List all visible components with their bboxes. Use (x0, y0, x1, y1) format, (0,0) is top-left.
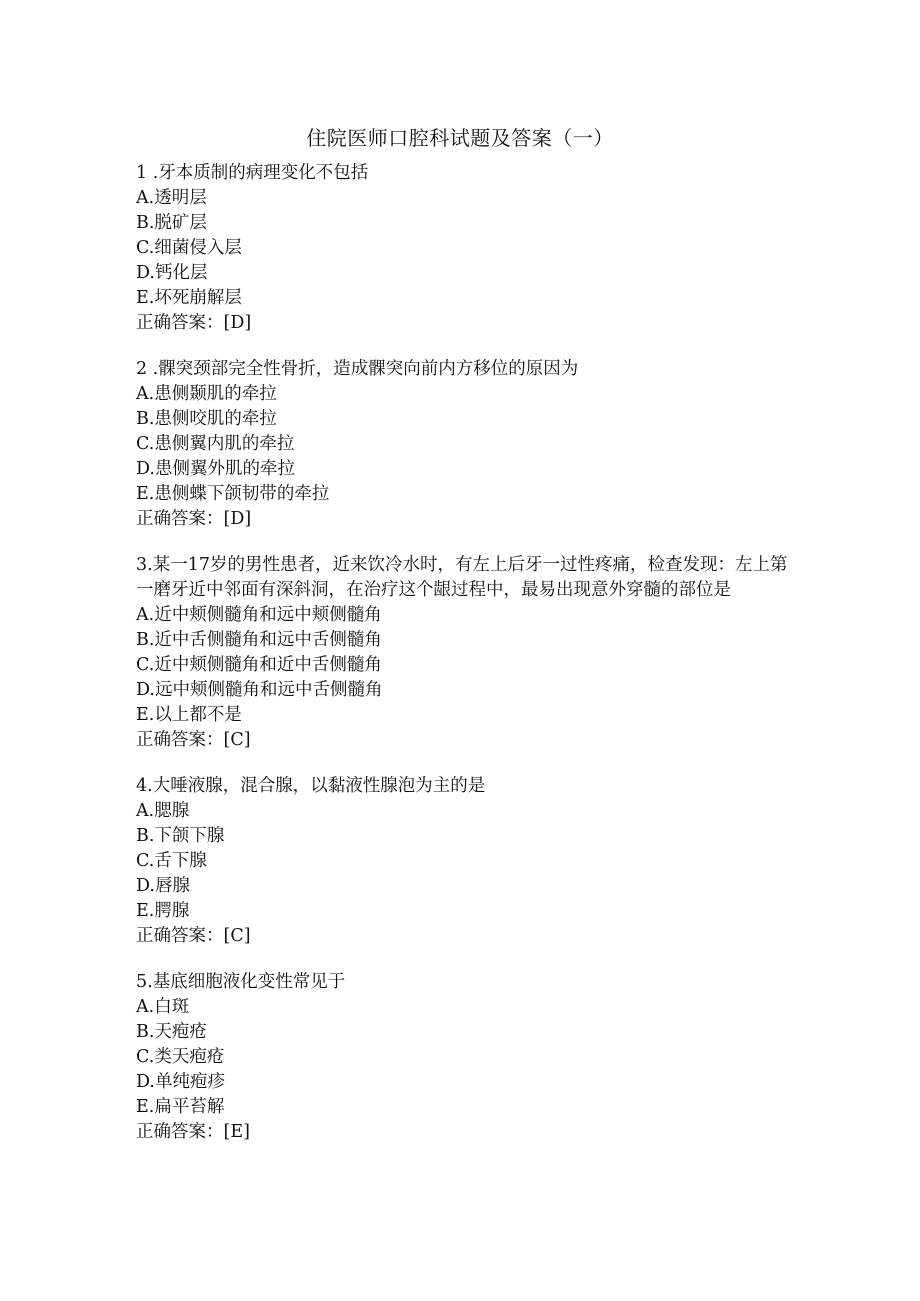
question-item (136, 970, 796, 1145)
page-title: 住院医师口腔科试题及答案（一） (306, 126, 614, 150)
option-e: E.腭腺 (136, 901, 190, 921)
answer-line (136, 924, 796, 949)
question-text: 3.某一17岁的男性患者，近来饮冷水时，有左上后牙一过性疼痛，检查发现：左上第一磨牙近中邻面有深斜洞，在治疗这个龈过程中，最易出现意外穿髓的部位是 (136, 555, 788, 600)
option-e: E.患侧蝶下颌韧带的牵拉 (136, 484, 330, 504)
question-text: 4.大唾液腺，混合腺，以黏液性腺泡为主的是 (136, 776, 486, 796)
answer-label: 正确答案： (136, 509, 224, 529)
answer-line (136, 728, 796, 753)
option-b: B.脱矿层 (136, 213, 207, 233)
option-e: E.坏死崩解层 (136, 288, 242, 308)
option-c: C.细菌侵入层 (136, 238, 242, 258)
answer-label: 正确答案： (136, 926, 224, 946)
answer-label: 正确答案： (136, 1122, 224, 1142)
option-a: A.透明层 (136, 188, 207, 208)
option-b: B.近中舌侧髓角和远中舌侧髓角 (136, 630, 382, 650)
option-b: B.天疱疮 (136, 1022, 207, 1042)
option-b: B.下颌下腺 (136, 826, 225, 846)
answer-value: [C] (223, 926, 251, 946)
question-text: 1 .牙本质制的病理变化不包括 (136, 163, 369, 183)
question-text: 2 .髁突颈部完全性骨折，造成髁突向前内方移位的原因为 (136, 359, 579, 379)
question-item (136, 774, 796, 949)
option-c: C.舌下腺 (136, 851, 207, 871)
option-d: D.患侧翼外肌的牵拉 (136, 459, 295, 479)
option-a: A.患侧颞肌的牵拉 (136, 384, 277, 404)
option-c: C.类天疱疮 (136, 1047, 225, 1067)
question-item (136, 357, 796, 532)
answer-line (136, 507, 796, 532)
option-e: E.以上都不是 (136, 705, 242, 725)
answer-value: [D] (223, 313, 252, 333)
option-a: A.近中颊侧髓角和远中颊侧髓角 (136, 605, 382, 625)
option-b: B.患侧咬肌的牵拉 (136, 409, 277, 429)
option-c: C.近中颊侧髓角和近中舌侧髓角 (136, 655, 382, 675)
answer-value: [C] (223, 730, 251, 750)
question-list (136, 161, 796, 1166)
answer-value: [E] (223, 1122, 250, 1142)
option-e: E.扁平苔解 (136, 1097, 225, 1117)
question-item (136, 553, 796, 753)
question-item (136, 161, 796, 336)
answer-label: 正确答案： (136, 730, 224, 750)
answer-label: 正确答案： (136, 313, 224, 333)
answer-line (136, 1120, 796, 1145)
option-d: D.远中颊侧髓角和远中舌侧髓角 (136, 680, 383, 700)
option-c: C.患侧翼内肌的牵拉 (136, 434, 295, 454)
option-a: A.腮腺 (136, 801, 190, 821)
question-text: 5.基底细胞液化变性常见于 (136, 972, 346, 992)
option-d: D.单纯疱疹 (136, 1072, 225, 1092)
answer-line (136, 311, 796, 336)
option-a: A.白斑 (136, 997, 190, 1017)
option-d: D.钙化层 (136, 263, 208, 283)
answer-value: [D] (223, 509, 252, 529)
option-d: D.唇腺 (136, 876, 190, 896)
